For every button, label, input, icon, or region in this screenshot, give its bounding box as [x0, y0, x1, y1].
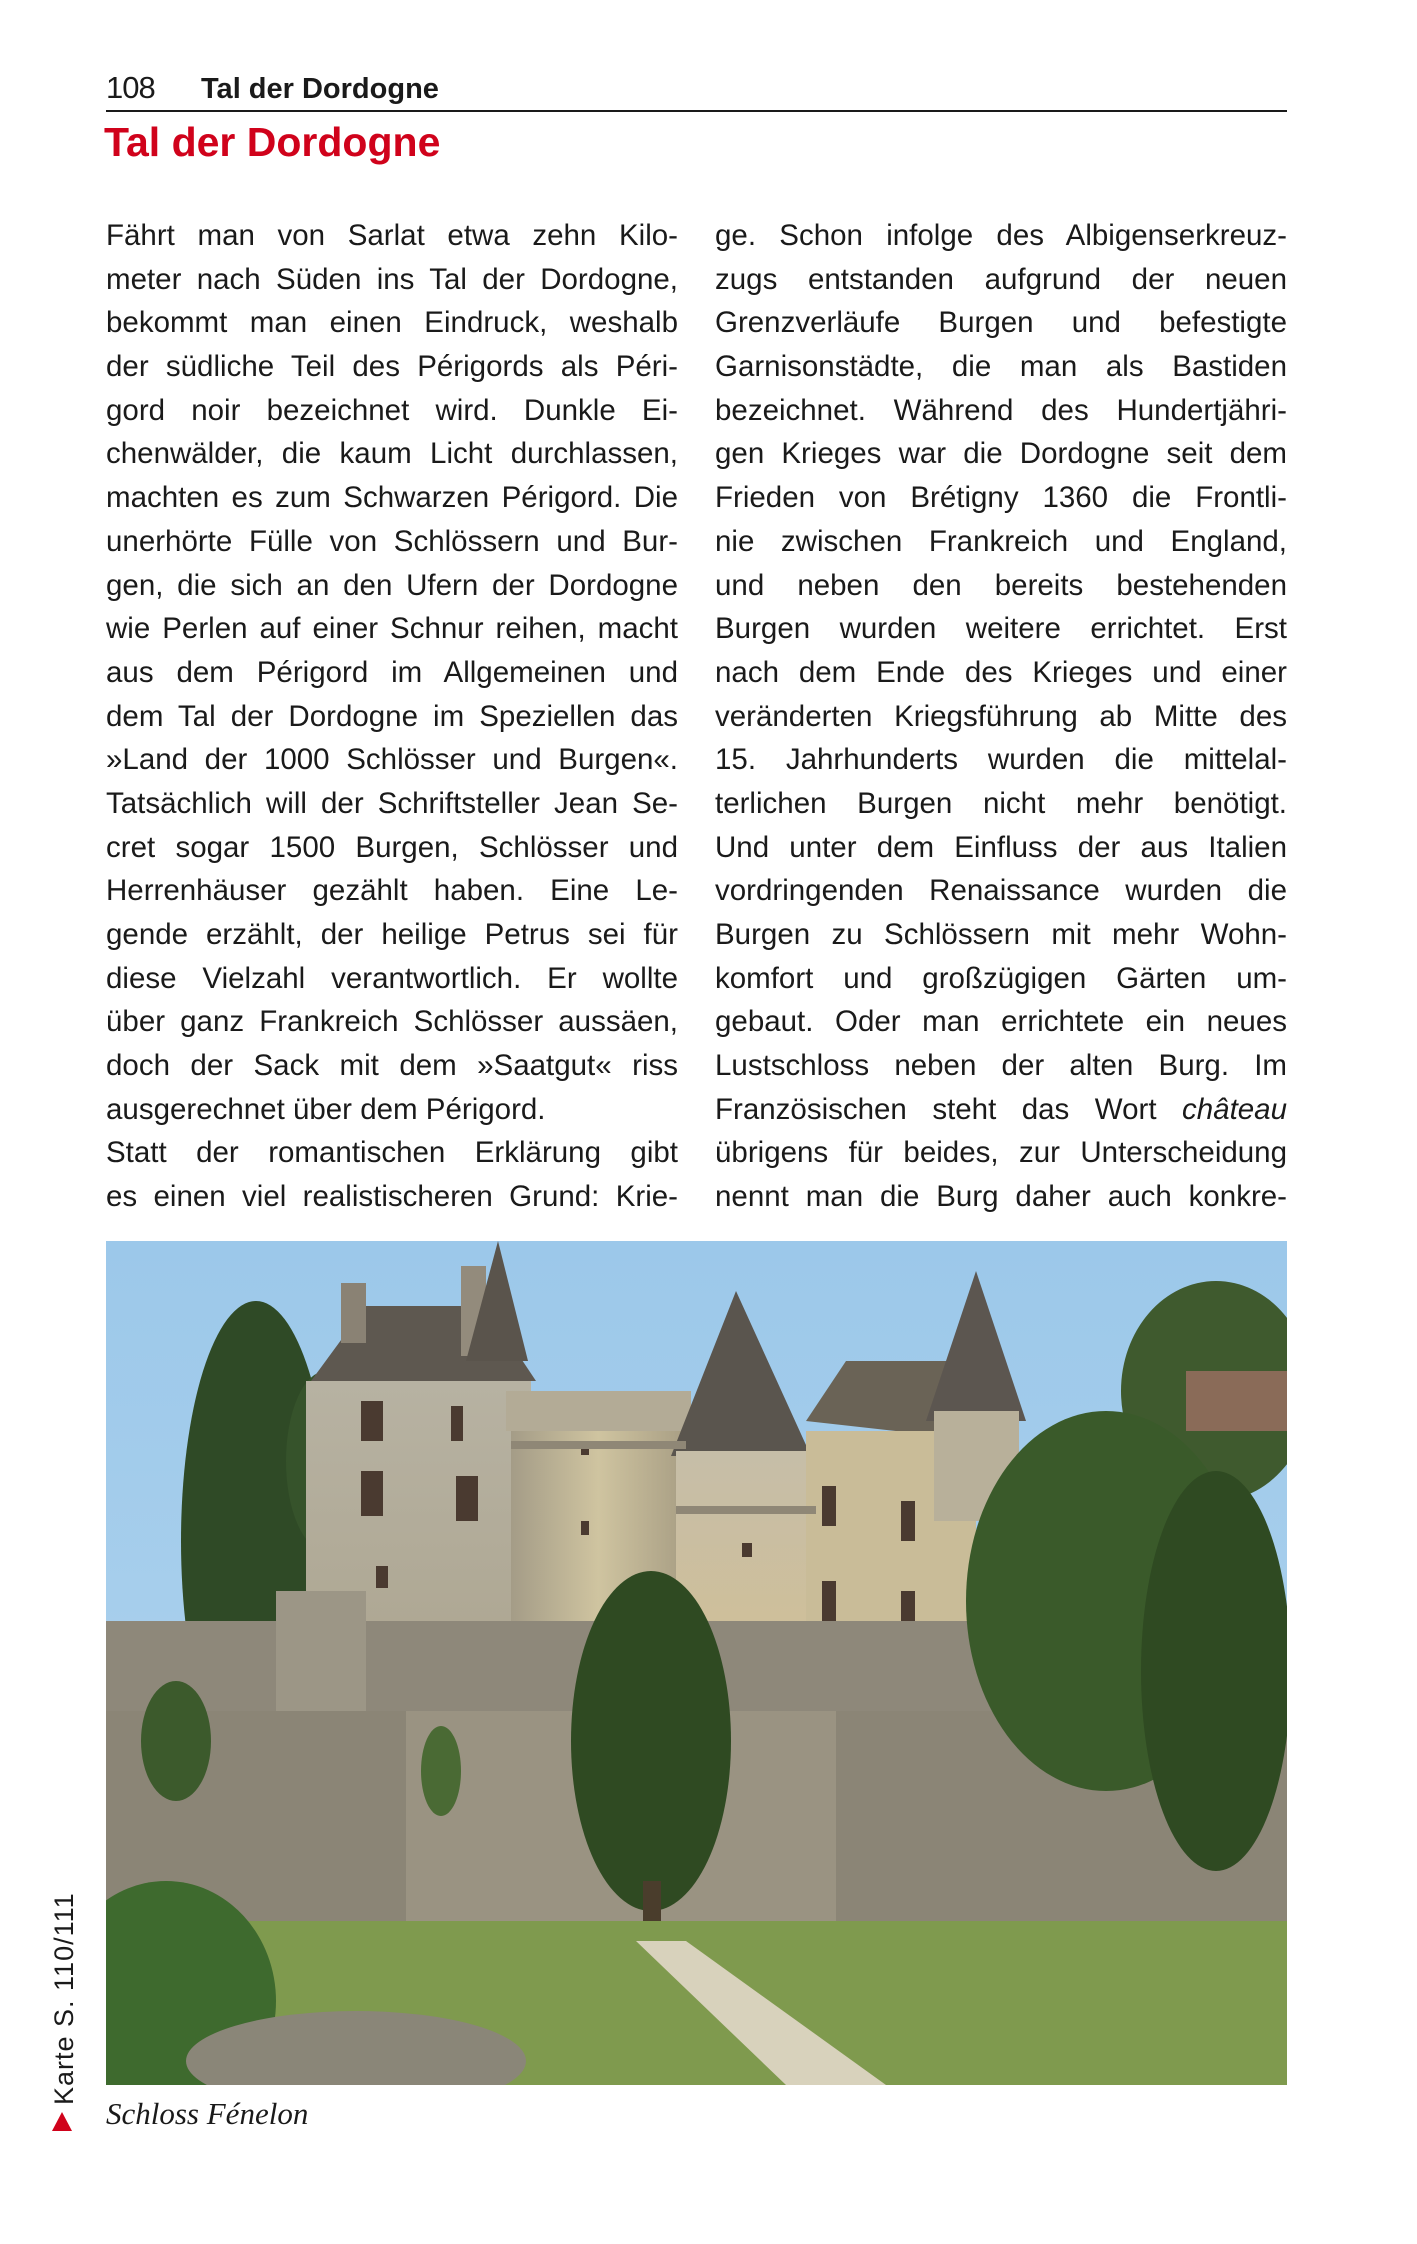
text-line: Frieden von Brétigny 1360 die Frontli- — [715, 481, 1287, 515]
running-head — [106, 70, 1287, 112]
text-line: wie Perlen auf einer Schnur reihen, macht — [106, 612, 678, 646]
text-line: dem Tal der Dordogne im Speziellen das — [106, 699, 678, 733]
text-line: ausgerechnet über dem Périgord. — [106, 1092, 546, 1126]
text-line: machten es zum Schwarzen Périgord. Die — [106, 481, 678, 515]
text-line: komfort und großzügigen Gärten um- — [715, 961, 1287, 995]
text-line: Burgen wurden weitere errichtet. Erst — [715, 612, 1287, 646]
text-line: übrigens für beides, zur Unterscheidung — [715, 1136, 1287, 1170]
photo-caption: Schloss Fénelon — [106, 2096, 309, 2131]
text-line: bezeichnet. Während des Hundertjähri- — [715, 393, 1287, 427]
text-line: chenwälder, die kaum Licht durchlassen, — [106, 437, 678, 471]
text-line: meter nach Süden ins Tal der Dordogne, — [106, 262, 678, 296]
text-line: Tatsächlich will der Schriftsteller Jean Se- — [106, 786, 678, 820]
text-line: es einen viel realistischeren Grund: Krie- — [106, 1180, 678, 1214]
text-line: über ganz Frankreich Schlösser aussäen, — [106, 1005, 678, 1039]
text-line-start: Französischen steht das Wort — [715, 1092, 1183, 1126]
castle-photo — [106, 1241, 1287, 2085]
text-line: gende erzählt, der heilige Petrus sei für — [106, 918, 678, 951]
text-line: bekommt man einen Eindruck, weshalb — [106, 306, 678, 340]
body-column-left — [106, 214, 678, 1219]
map-reference[interactable] — [47, 1870, 77, 2135]
text-line: nennt man die Burg daher auch konkre- — [715, 1180, 1287, 1214]
text-line: terlichen Burgen nicht mehr benötigt. — [715, 786, 1287, 820]
body-column-right — [715, 214, 1287, 1219]
text-line: unerhörte Fülle von Schlössern und Bur- — [106, 524, 678, 558]
text-line: veränderten Kriegsführung ab Mitte des — [715, 699, 1287, 733]
text-line: zugs entstanden aufgrund der neuen — [715, 262, 1287, 296]
text-line: der südliche Teil des Périgords als Péri- — [106, 350, 678, 384]
text-line: Und unter dem Einfluss der aus Italien — [715, 830, 1287, 864]
text-line: gord noir bezeichnet wird. Dunkle Ei- — [106, 393, 678, 427]
text-line: nie zwischen Frankreich und England, — [715, 524, 1287, 558]
text-line: Garnisonstädte, die man als Bastiden — [715, 350, 1287, 384]
text-line: 15. Jahrhunderts wurden die mittelal- — [715, 743, 1287, 777]
text-line: aus dem Périgord im Allgemeinen und — [106, 655, 678, 689]
text-line: und neben den bereits bestehenden — [715, 568, 1287, 602]
text-line: cret sogar 1500 Burgen, Schlösser und — [106, 830, 678, 864]
castle-illustration — [106, 1241, 1287, 2085]
text-line: Grenzverläufe Burgen und befestigte — [715, 306, 1287, 340]
page-number: 108 — [106, 70, 155, 105]
text-line: gen Krieges war die Dordogne seit dem — [715, 437, 1287, 471]
text-line: vordringenden Renaissance wurden die — [715, 874, 1287, 908]
running-head-title: Tal der Dordogne — [201, 73, 439, 105]
text-line: gebaut. Oder man errichtete ein neues — [715, 1005, 1287, 1039]
text-line: Fährt man von Sarlat etwa zehn Kilo- — [106, 219, 678, 252]
text-line: Statt der romantischen Erklärung gibt — [106, 1136, 678, 1170]
text-line: Burgen zu Schlössern mit mehr Wohn- — [715, 918, 1287, 951]
red-triangle-icon — [52, 2112, 72, 2131]
text-line: ge. Schon infolge des Albigenserkreuz- — [715, 219, 1287, 252]
text-line: Lustschloss neben der alten Burg. Im — [715, 1049, 1287, 1083]
text-line: diese Vielzahl verantwortlich. Er wollte — [106, 961, 678, 995]
text-line: »Land der 1000 Schlösser und Burgen«. — [106, 743, 678, 777]
text-line: gen, die sich an den Ufern der Dordogne — [106, 568, 678, 602]
text-line: doch der Sack mit dem »Saatgut« riss — [106, 1049, 678, 1083]
text-line: Herrenhäuser gezählt haben. Eine Le- — [106, 874, 678, 908]
text-line: nach dem Ende des Krieges und einer — [715, 655, 1287, 689]
chapter-title: Tal der Dordogne — [104, 119, 441, 165]
italic-word: château — [1182, 1092, 1287, 1126]
map-reference-label[interactable]: Karte S. 110/111 — [49, 1892, 79, 2105]
text-line — [715, 1088, 1287, 1132]
